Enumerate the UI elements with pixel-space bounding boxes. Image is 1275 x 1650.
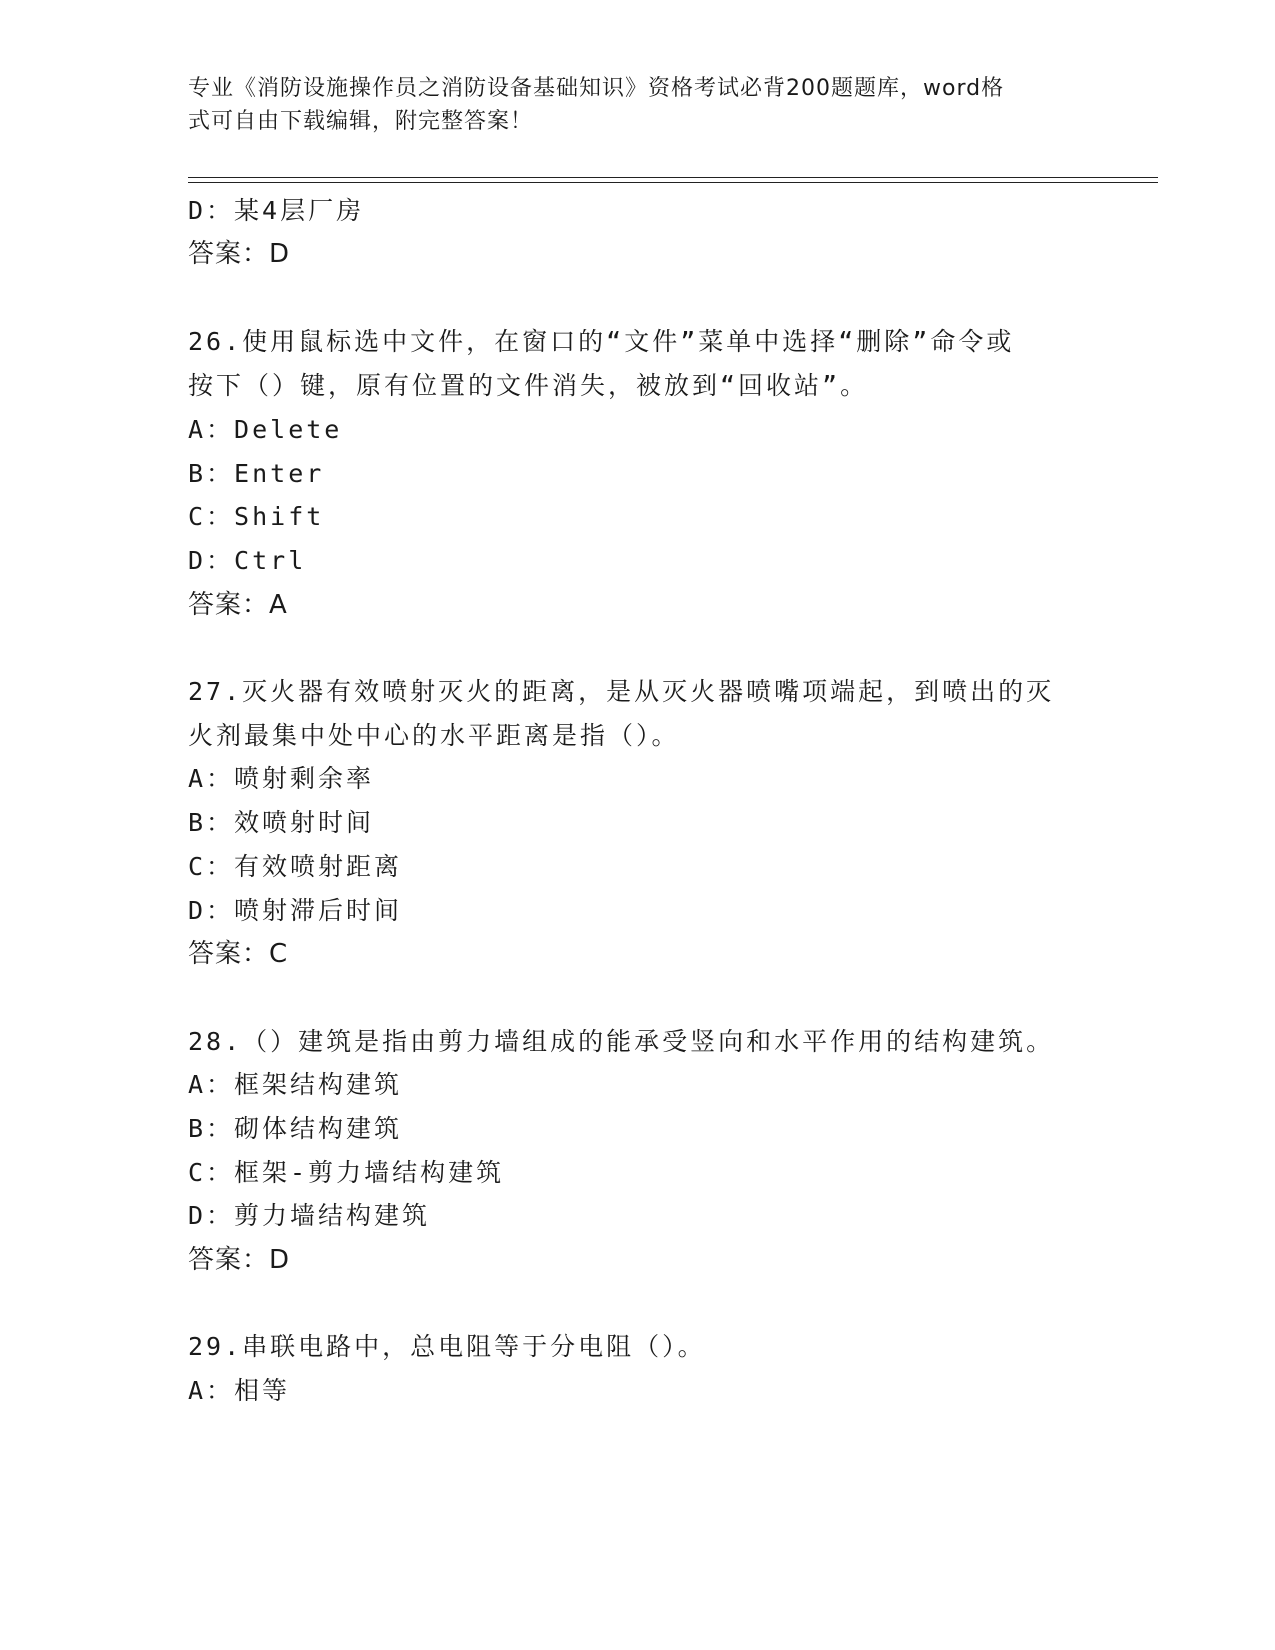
header-rule-bottom	[188, 182, 1158, 183]
option-a: A：喷射剩余率	[188, 764, 375, 793]
option-c: C：有效喷射距离	[188, 852, 403, 881]
option-b: B：砌体结构建筑	[188, 1114, 403, 1143]
question-stem: 按下（）键，原有位置的文件消失，被放到“回收站”。	[188, 371, 869, 400]
question-stem: 27.灭火器有效喷射灭火的距离，是从灭火器喷嘴项端起，到喷出的灭	[188, 677, 1055, 706]
question-stem: 火剂最集中处中心的水平距离是指（）。	[188, 721, 680, 750]
option-d: D：剪力墙结构建筑	[188, 1201, 431, 1230]
answer: 答案：A	[188, 590, 288, 620]
option-b: B：效喷射时间	[188, 808, 375, 837]
question-stem: 26.使用鼠标选中文件，在窗口的“文件”菜单中选择“删除”命令或	[188, 327, 1015, 356]
option-a: A：Delete	[188, 415, 343, 444]
option-c: C：Shift	[188, 502, 325, 531]
option-a: A：框架结构建筑	[188, 1070, 403, 1099]
document-header	[188, 72, 1068, 138]
header-rule-top	[188, 177, 1158, 178]
answer: 答案：C	[188, 939, 289, 969]
option-d: D：某4层厂房	[188, 196, 365, 225]
question-stem: 28.（）建筑是指由剪力墙组成的能承受竖向和水平作用的结构建筑。	[188, 1027, 1055, 1056]
answer: 答案：D	[188, 1245, 291, 1275]
option-d: D：喷射滞后时间	[188, 896, 403, 925]
option-c: C：框架-剪力墙结构建筑	[188, 1158, 505, 1187]
answer: 答案：D	[188, 239, 291, 269]
question-stem: 29.串联电路中，总电阻等于分电阻（）。	[188, 1332, 706, 1361]
option-b: B：Enter	[188, 459, 325, 488]
option-a: A：相等	[188, 1376, 291, 1405]
header-line-1: 专业《消防设施操作员之消防设备基础知识》资格考试必背200题题库，word格	[188, 76, 1005, 101]
header-line-2: 式可自由下载编辑，附完整答案！	[188, 109, 534, 134]
option-d: D：Ctrl	[188, 546, 307, 575]
